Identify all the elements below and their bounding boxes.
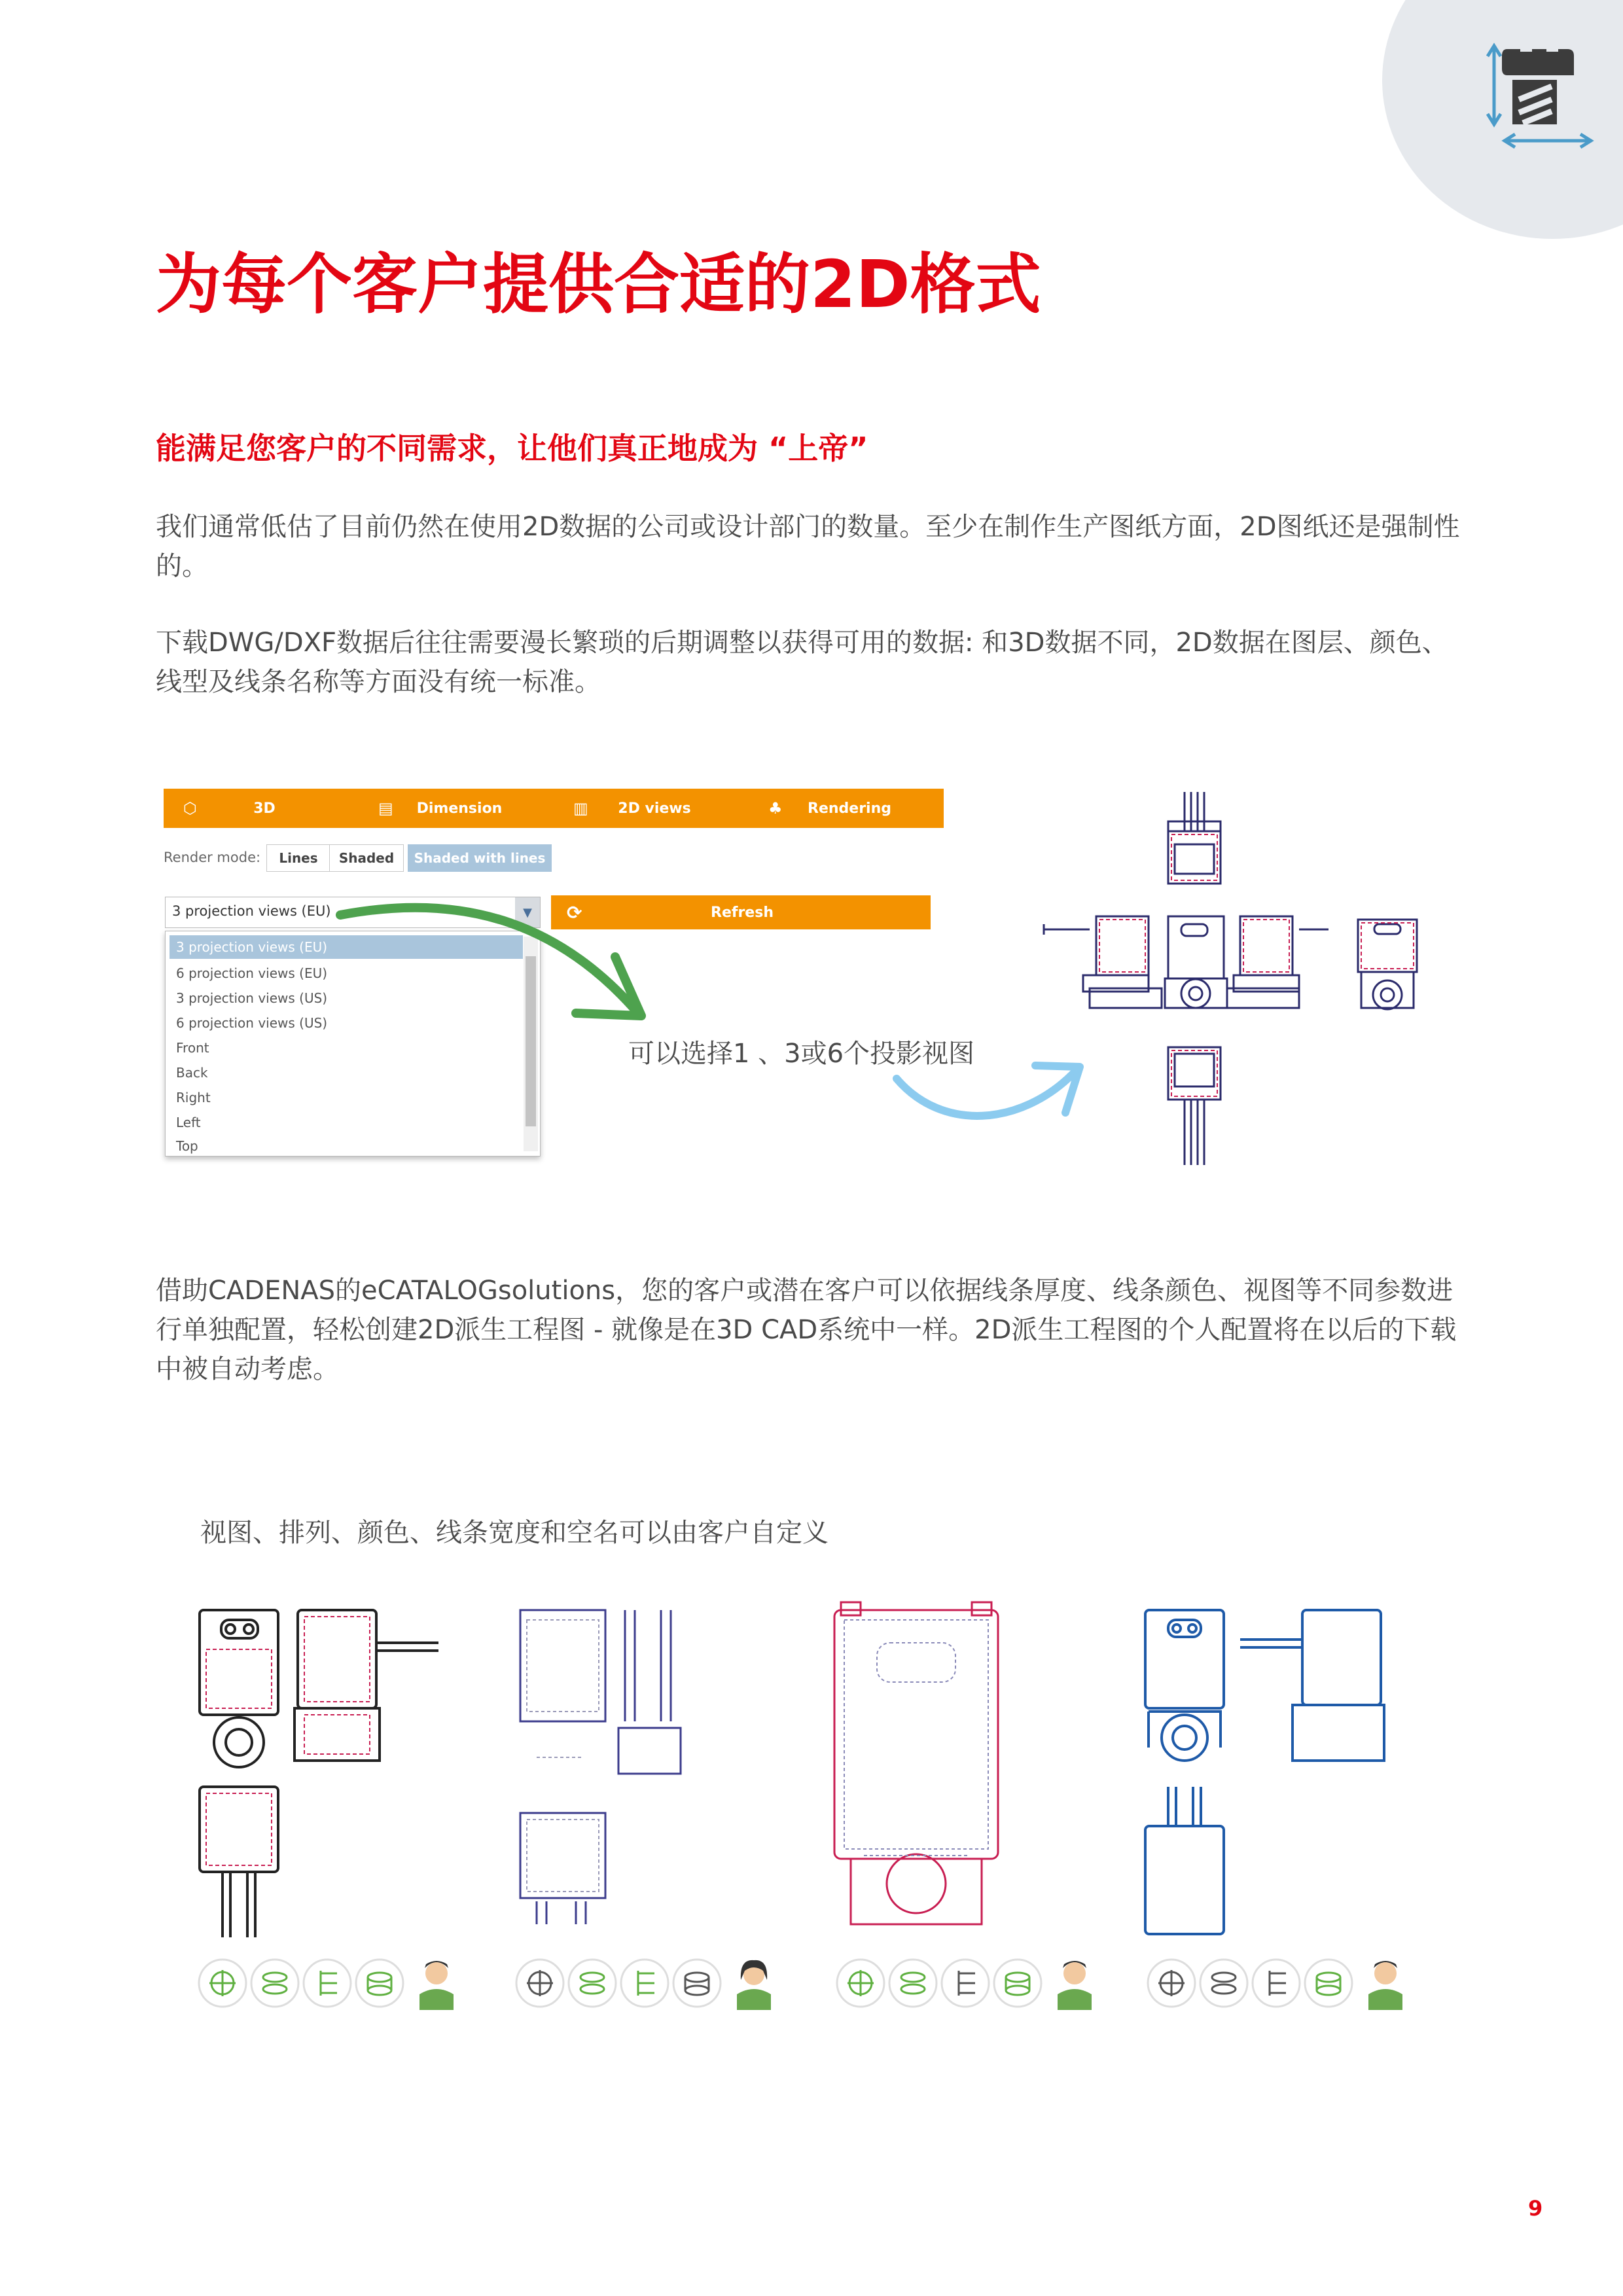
config-drawing-1 [190, 1597, 465, 1950]
cube-icon: ⬡ [183, 799, 197, 817]
render-mode-shaded-lines[interactable]: Shaded with lines [408, 844, 552, 872]
user-avatar-icon [737, 1960, 771, 2010]
paragraph-2: 下载DWG/DXF数据后往往需要漫长繁琐的后期调整以获得可用的数据: 和3D数据不同，2D数据在图层、颜色、线型及线条名称等方面没有统一标准。 [156, 628, 1448, 697]
dropdown-option[interactable]: Front [176, 1040, 209, 1056]
dropdown-option[interactable]: Right [176, 1090, 211, 1105]
user-avatar-icon [1058, 1961, 1092, 2010]
projection-views-drawing [1034, 785, 1440, 1172]
dropdown-option[interactable]: Left [176, 1115, 201, 1130]
page-title: 为每个客户提供合适的2D格式 [156, 246, 1041, 323]
green-arrow [340, 908, 633, 1008]
tab-rendering[interactable]: ♣ Rendering [749, 789, 944, 828]
config-icons-row-2 [510, 1954, 798, 2013]
refresh-icon: ⟳ [567, 901, 582, 924]
config-drawing-2 [510, 1597, 746, 1924]
views-icon: ▥ [573, 799, 588, 817]
tab-3d[interactable]: ⬡ 3D [164, 789, 359, 828]
config-drawing-4 [1135, 1597, 1410, 1937]
dropdown-option[interactable]: Top [176, 1138, 198, 1154]
dropdown-option[interactable]: 6 projection views (US) [176, 1015, 328, 1031]
tab-2d-views[interactable]: ▥ 2D views [554, 789, 749, 828]
paint-icon: ♣ [768, 799, 783, 817]
dropdown-option[interactable]: 3 projection views (US) [176, 990, 328, 1006]
select-value: 3 projection views (EU) [172, 903, 331, 919]
render-mode-shaded[interactable]: Shaded [329, 844, 404, 872]
user-avatar-icon [419, 1961, 454, 2010]
config-drawing-3 [825, 1597, 1021, 1937]
dropdown-option[interactable]: Back [176, 1065, 208, 1081]
render-mode-label: Render mode: [164, 850, 261, 865]
ruler-icon: ▤ [378, 799, 393, 817]
dropdown-option[interactable]: 3 projection views (EU) [169, 935, 523, 959]
chevron-down-icon[interactable]: ▼ [515, 897, 540, 927]
section-subtitle: 能满足您客户的不同需求，让他们真正地成为 “上帝” [156, 431, 868, 466]
config-icons-row-4 [1142, 1954, 1430, 2013]
refresh-button[interactable]: ⟳ Refresh [551, 895, 931, 929]
page-number: 9 [1528, 2196, 1543, 2221]
render-mode-lines[interactable]: Lines [266, 844, 330, 872]
projection-note: 可以选择1 、3或6个投影视图 [628, 1039, 975, 1069]
config-icons-row-1 [193, 1954, 481, 2013]
user-avatar-icon [1368, 1961, 1402, 2010]
paragraph-1: 我们通常低估了目前仍然在使用2D数据的公司或设计部门的数量。至少在制作生产图纸方面，2D图纸还是强制性的。 [156, 512, 1460, 581]
config-icons-row-3 [831, 1954, 1119, 2013]
dropdown-option[interactable]: 6 projection views (EU) [176, 965, 328, 981]
paragraph-3: 借助CADENAS的eCATALOGsolutions，您的客户或潜在客户可以依据线条厚度、线条颜色、视图等不同参数进行单独配置，轻松创建2D派生工程图 - 就像是在3D CAD系统中一样。2D派生工程图的个人配置将在以后的下载中被自动考虑。 [156, 1276, 1457, 1384]
custom-config-note: 视图、排列、颜色、线条宽度和空名可以由客户自定义 [200, 1518, 829, 1548]
tab-dimension[interactable]: ▤ Dimension [359, 789, 554, 828]
